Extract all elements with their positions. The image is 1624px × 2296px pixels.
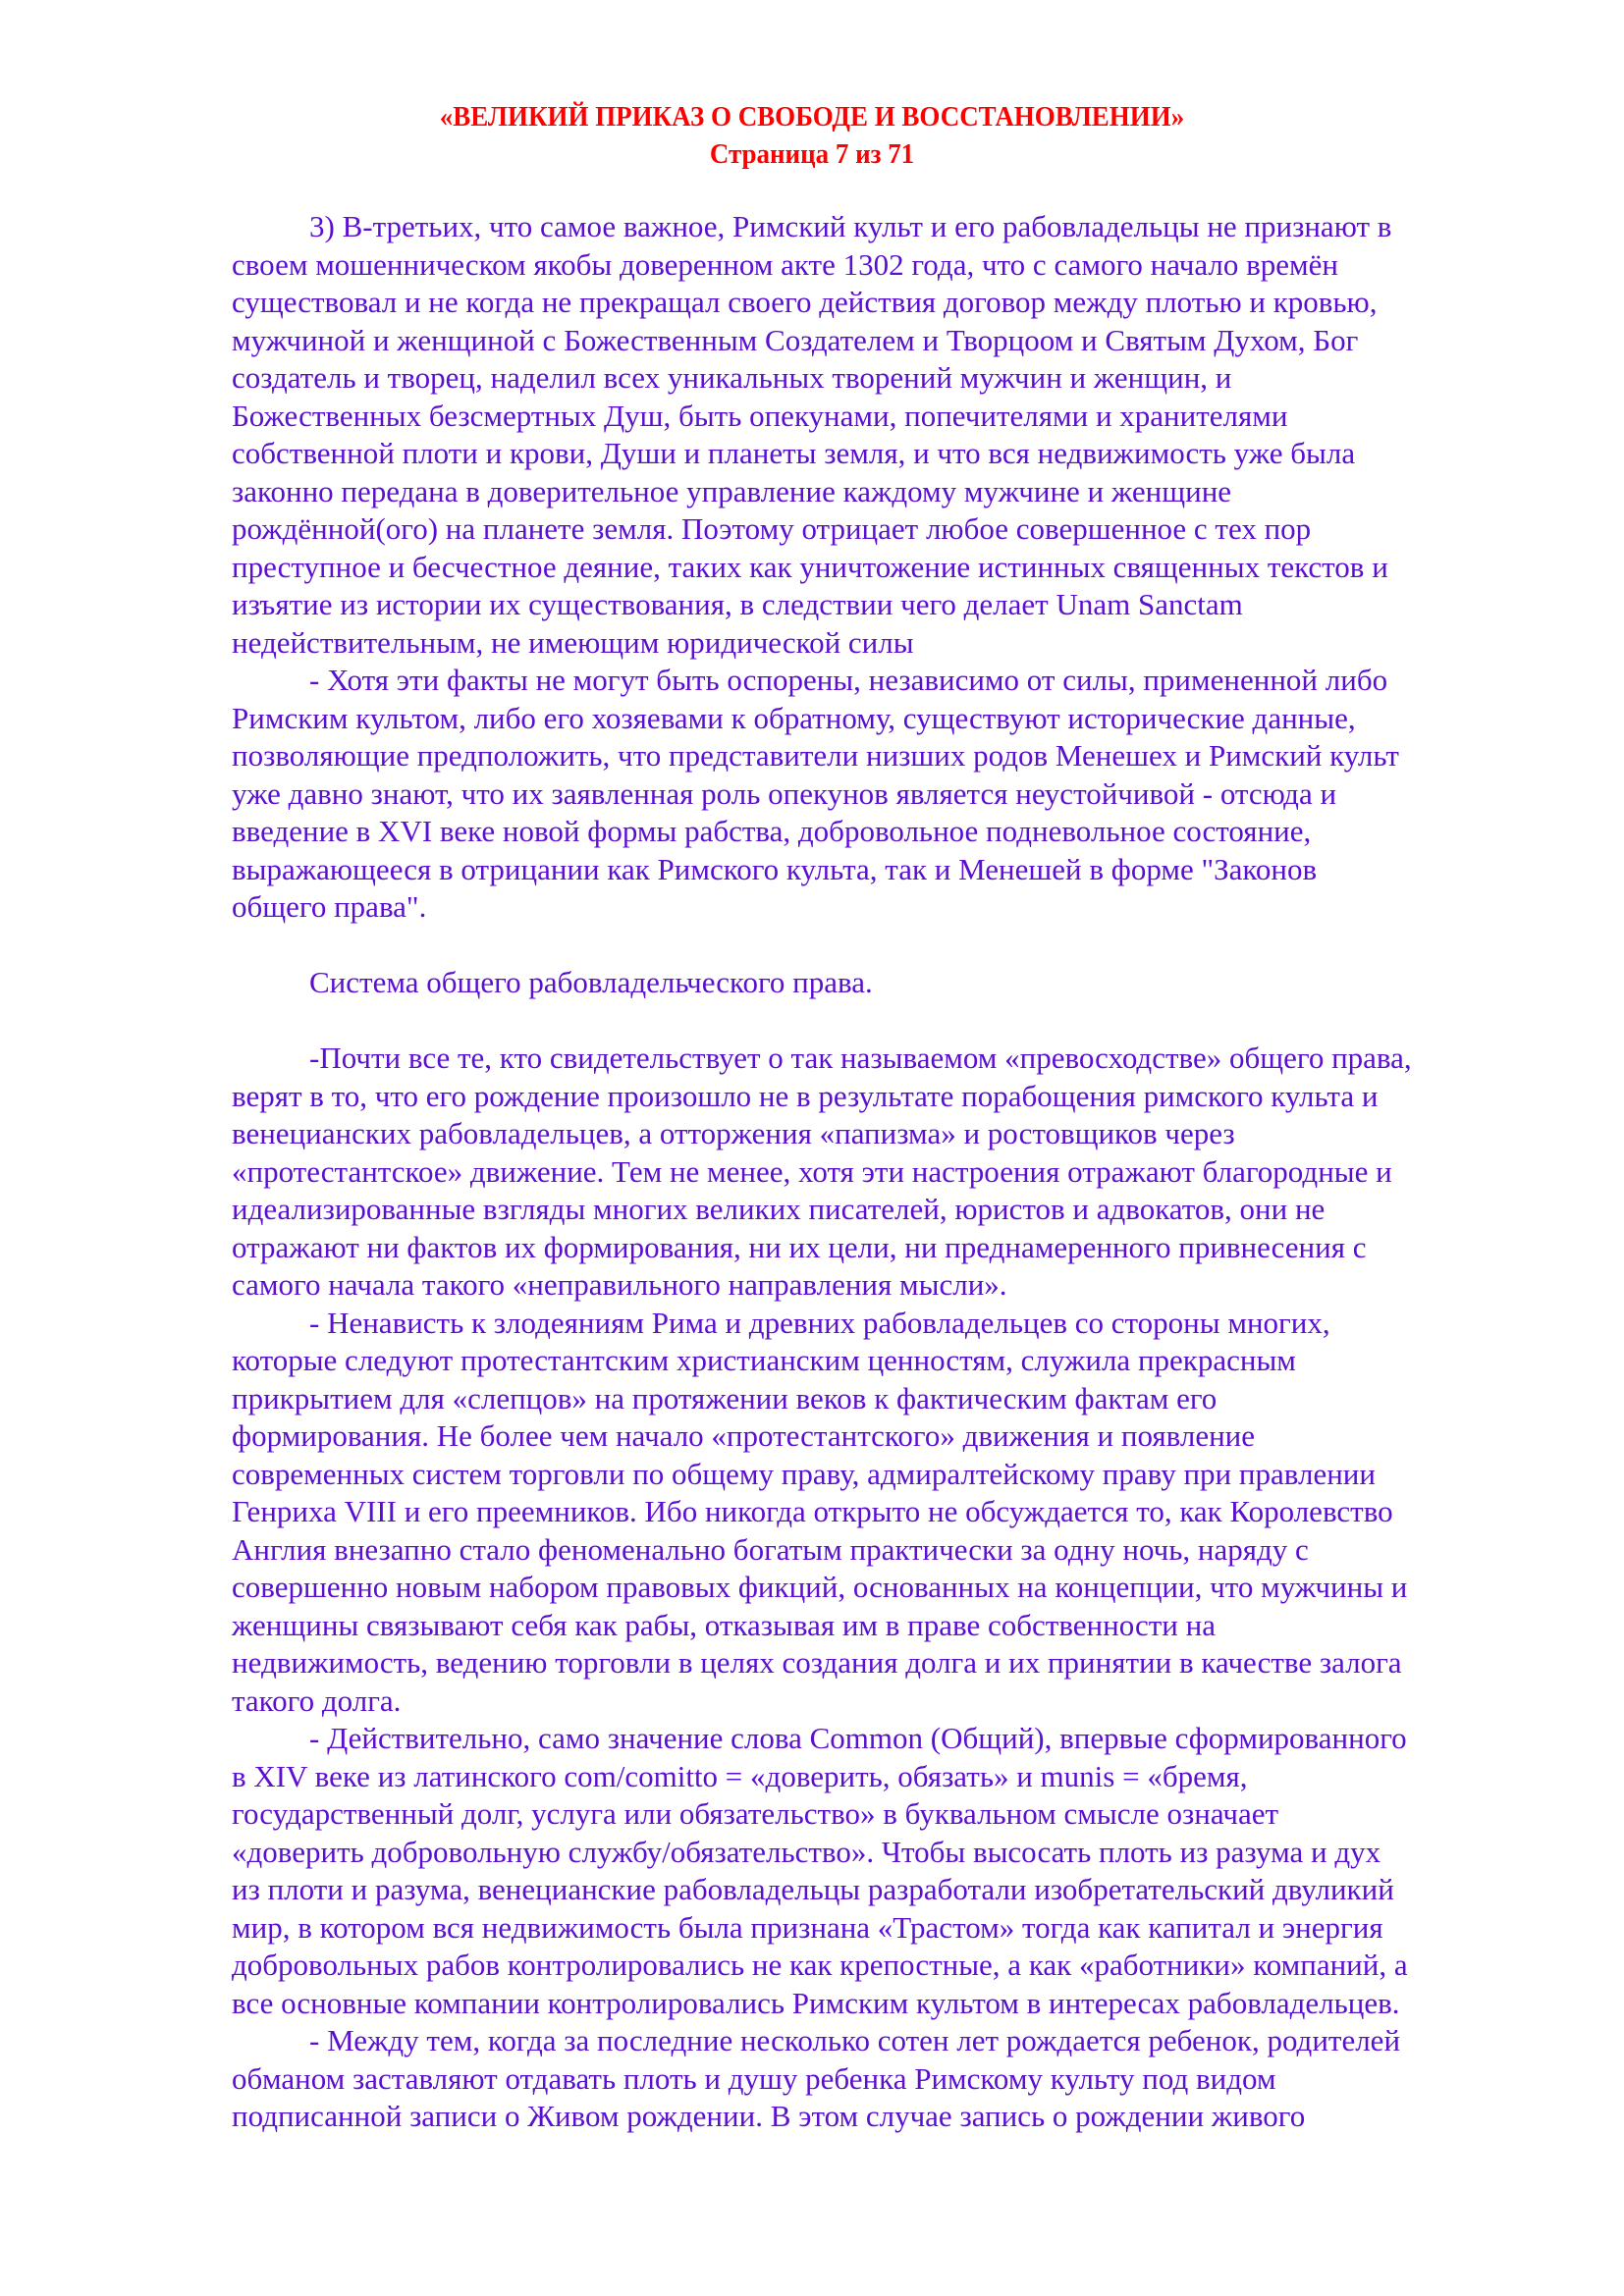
text-line: верят в то, что его рождение произошло не в результате порабощения римского культа и	[232, 1078, 1379, 1113]
text-line: обманом заставляют отдавать плоть и душу ребенка Римскому культу под видом	[232, 2060, 1276, 2096]
text-line: добровольных рабов контролировались не как крепостные, а как «работники» компаний, а	[232, 1948, 1408, 1982]
page-indicator: Страница 7 из 71	[709, 138, 915, 170]
text-line: прикрытием для «слепцов» на протяжении веков к фактическим фактам его	[232, 1380, 1218, 1415]
text-line: такого долга.	[232, 1682, 402, 1718]
text-line: венецианских рабовладельцев, а отторжения «папизма» и ростовщиков через	[232, 1116, 1235, 1150]
text-line: собственной плоти и крови, Души и планеты земля, и что вся недвижимость уже была	[232, 436, 1356, 470]
text-line: идеализированные взгляды многих великих писателей, юристов и адвокатов, они не	[232, 1192, 1326, 1226]
text-line: 3) В-третьих, что самое важное, Римский культ и его рабовладельцы не признают в	[309, 209, 1392, 243]
text-line: выражающееся в отрицании как Римского культа, так и Менешей в форме "Законов	[232, 851, 1318, 886]
text-line: -Почти все те, кто свидетельствует о так называемом «превосходстве» общего права,	[309, 1041, 1412, 1075]
blank-line	[232, 927, 1498, 965]
text-line: преступное и бесчестное деяние, таких как уничтожение истинных священных текстов и	[232, 549, 1388, 584]
text-line: - Хотя эти факты не могут быть оспорены, независимо от силы, примененной либо	[309, 663, 1388, 697]
text-line: «доверить добровольную службу/обязательство». Чтобы высосать плоть из разума и дух	[232, 1834, 1381, 1869]
text-line: отражают ни фактов их формирования, ни их цели, ни преднамеренного привнесения с	[232, 1229, 1367, 1264]
text-line: Система общего рабовладельческого права.	[309, 965, 873, 999]
text-line: Божественных безсмертных Душ, быть опекунами, попечителями и хранителями	[232, 398, 1288, 433]
text-line: создатель и творец, наделил всех уникальных творений мужчин и женщин, и	[232, 360, 1232, 395]
text-line: государственный долг, услуга или обязательство» в буквальном смысле означает	[232, 1796, 1279, 1831]
blank-line	[232, 1002, 1498, 1041]
text-line: своем мошенническом якобы доверенном акте 1302 года, что с самого начало времён	[232, 246, 1338, 282]
text-line: все основные компании контролировались Римским культом в интересах рабовладельцев.	[232, 1985, 1400, 2020]
text-line: совершенно новым набором правовых фикций, основанных на концепции, что мужчины и	[232, 1570, 1408, 1604]
text-line: мир, в котором вся недвижимость была признана «Трастом» тогда как капитал и энергия	[232, 1909, 1383, 1945]
text-line: изъятие из истории их существования, в следствии чего делает Unam Sanctam	[232, 587, 1243, 621]
text-line: общего права".	[232, 889, 427, 924]
text-line: женщины связывают себя как рабы, отказывая им в праве собственности на	[232, 1607, 1216, 1642]
text-line: подписанной записи о Живом рождении. В этом случае запись о рождении живого	[232, 2099, 1306, 2133]
text-line: которые следуют протестантским христианским ценностям, служила прекрасным	[232, 1343, 1296, 1377]
text-line: законно передана в доверительное управление каждому мужчине и женщине	[232, 473, 1232, 508]
document-body	[232, 208, 1498, 2136]
document-header	[0, 98, 1624, 173]
document-title: «ВЕЛИКИЙ ПРИКАЗ О СВОБОДЕ И ВОССТАНОВЛЕНИИ»	[439, 101, 1185, 133]
text-line: недвижимость, ведению торговли в целях создания долга и их принятии в качестве залога	[232, 1645, 1402, 1680]
text-line: - Ненависть к злодеяниям Рима и древних рабовладельцев со стороны многих,	[309, 1305, 1330, 1340]
text-line: «протестантское» движение. Тем не менее, хотя эти настроения отражают благородные и	[232, 1153, 1392, 1189]
text-line: уже давно знают, что их заявленная роль опекунов является неустойчивой - отсюда и	[232, 775, 1337, 811]
text-line: - Между тем, когда за последние несколько сотен лет рождается ребенок, родителей	[309, 2023, 1401, 2057]
text-line: мужчиной и женщиной с Божественным Создателем и Творцоом и Святым Духом, Бог	[232, 322, 1359, 357]
text-line: Римским культом, либо его хозяевами к обратному, существуют исторические данные,	[232, 700, 1356, 735]
text-line: введение в XVI веке новой формы рабства, добровольное подневольное состояние,	[232, 814, 1312, 848]
text-line: Англия внезапно стало феноменально богатым практически за одну ночь, наряду с	[232, 1531, 1309, 1567]
text-line: Генриха VIII и его преемников. Ибо никогда открыто не обсуждается то, как Королевство	[232, 1494, 1393, 1528]
text-line: недействительным, не имеющим юридической силы	[232, 624, 914, 660]
text-line: существовал и не когда не прекращал своего действия договор между плотью и кровью,	[232, 285, 1378, 319]
text-line: позволяющие предположить, что представители низших родов Менешех и Римский культ	[232, 738, 1399, 773]
text-line: рождённой(ого) на планете земля. Поэтому отрицает любое совершенное с тех пор	[232, 511, 1312, 546]
text-line: из плоти и разума, венецианские рабовладельцы разработали изобретательский двуликий	[232, 1872, 1394, 1906]
text-line: в XIV веке из латинского com/comitto = «доверить, обязать» и munis = «бремя,	[232, 1758, 1248, 1793]
text-line: - Действительно, само значение слова Common (Общий), впервые сформированного	[309, 1721, 1407, 1755]
text-line: самого начала такого «неправильного направления мысли».	[232, 1267, 1007, 1302]
text-line: формирования. Не более чем начало «протестантского» движения и появление	[232, 1418, 1256, 1453]
text-line: современных систем торговли по общему праву, адмиралтейскому праву при правлении	[232, 1456, 1376, 1491]
